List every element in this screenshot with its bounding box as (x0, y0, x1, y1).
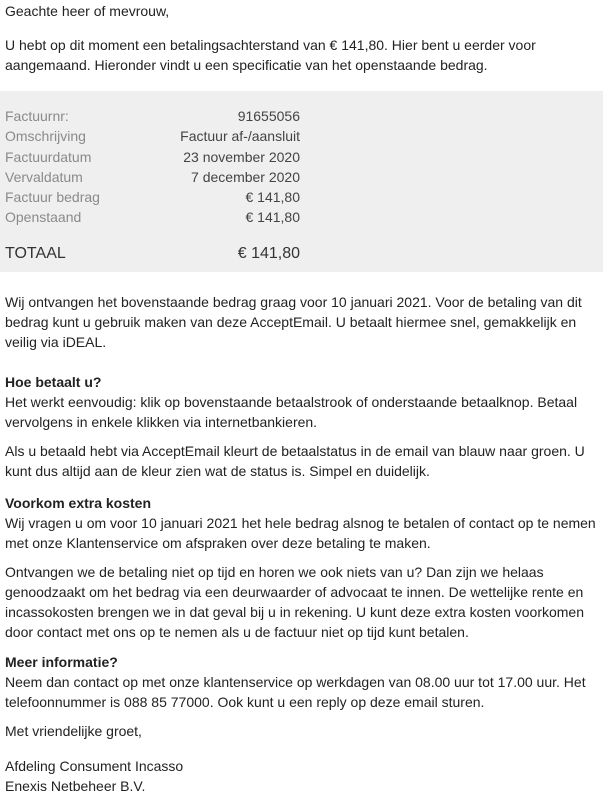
invoice-value: € 141,80 (245, 209, 300, 225)
invoice-value: € 141,80 (245, 189, 300, 205)
warning-paragraph (5, 562, 601, 642)
status-line: Als u betaald hebt via AcceptEmail kleurt de betaalstatus in de email van blauw naar groen. U (5, 443, 585, 459)
costs-section (5, 493, 601, 553)
how-line: vervolgens in enkele klikken via internetbankieren. (5, 414, 318, 430)
how-section (5, 372, 601, 432)
costs-heading: Voorkom extra kosten (5, 495, 152, 511)
invoice-total-value: € 141,80 (237, 245, 300, 262)
status-paragraph (5, 441, 601, 481)
closing: Met vriendelijke groet, (5, 723, 142, 739)
invoice-label: Factuurnr: (5, 108, 69, 124)
invoice-row-date (5, 147, 300, 167)
invoice-value: 7 december 2020 (191, 169, 300, 185)
invoice-total-label: TOTAAL (5, 245, 66, 262)
intro-line: U hebt op dit moment een betalingsachterstand van € 141,80. Hier bent u eerder voor (5, 37, 536, 53)
info-line: telefoonnummer is 088 85 77000. Ook kunt u een reply op deze email sturen. (5, 694, 485, 710)
warning-line: door contact met ons op te nemen als u de factuur niet op tijd kunt betalen. (5, 624, 469, 640)
invoice-value: 91655056 (237, 108, 300, 124)
signature-line: Enexis Netbeheer B.V. (5, 778, 146, 794)
signature (5, 756, 601, 796)
invoice-row-amount (5, 187, 300, 207)
payment-line: bedrag kunt u gebruik maken van deze AcceptEmail. U betaalt hiermee snel, gemakkelijk en (5, 314, 577, 330)
status-line: kunt dus altijd aan de kleur zien wat de status is. Simpel en duidelijk. (5, 463, 430, 479)
invoice-label: Openstaand (5, 209, 82, 225)
how-line: Het werkt eenvoudig: klik op bovenstaande betaalstrook of onderstaande betaalknop. Betaal (5, 394, 578, 410)
intro-paragraph (5, 35, 601, 75)
invoice-value: 23 november 2020 (183, 149, 300, 165)
invoice-row-description (5, 126, 300, 146)
invoice-specification[interactable] (0, 91, 603, 272)
invoice-label: Factuurdatum (5, 149, 92, 165)
greeting: Geachte heer of mevrouw, (5, 3, 170, 19)
payment-line: Wij ontvangen het bovenstaande bedrag graag voor 10 januari 2021. Voor de betaling van dit (5, 294, 582, 310)
invoice-row-number (5, 106, 300, 126)
warning-line: genoodzaakt om het bedrag via een deurwaarder of advocaat te innen. De wettelijke rente en (5, 584, 584, 600)
intro-line: aangemaand. Hieronder vindt u een specificatie van het openstaande bedrag. (5, 57, 488, 73)
info-line: Neem dan contact op met onze klantenservice op werkdagen van 08.00 uur tot 17.00 uur. Het (5, 674, 586, 690)
invoice-label: Vervaldatum (5, 169, 83, 185)
invoice-label: Omschrijving (5, 128, 86, 144)
costs-line: met onze Klantenservice om afspraken over deze betaling te maken. (5, 535, 431, 551)
signature-line: Afdeling Consument Incasso (5, 758, 184, 774)
costs-line: Wij vragen u om voor 10 januari 2021 het hele bedrag alsnog te betalen of contact op te nemen (5, 515, 596, 531)
payment-paragraph (5, 292, 601, 352)
warning-line: Ontvangen we de betaling niet op tijd en horen we ook niets van u? Dan zijn we helaas (5, 564, 544, 580)
invoice-total-row (5, 242, 300, 266)
info-section (5, 652, 601, 712)
invoice-row-due-date (5, 167, 300, 187)
info-heading: Meer informatie? (5, 654, 118, 670)
invoice-label: Factuur bedrag (5, 189, 100, 205)
how-heading: Hoe betaalt u? (5, 374, 102, 390)
invoice-row-outstanding (5, 207, 300, 227)
payment-line: veilig via iDEAL. (5, 334, 107, 350)
invoice-value: Factuur af-/aansluit (180, 128, 300, 144)
warning-line: incassokosten brengen we in dat geval bij u in rekening. U kunt deze extra kosten voorkomen (5, 604, 585, 620)
